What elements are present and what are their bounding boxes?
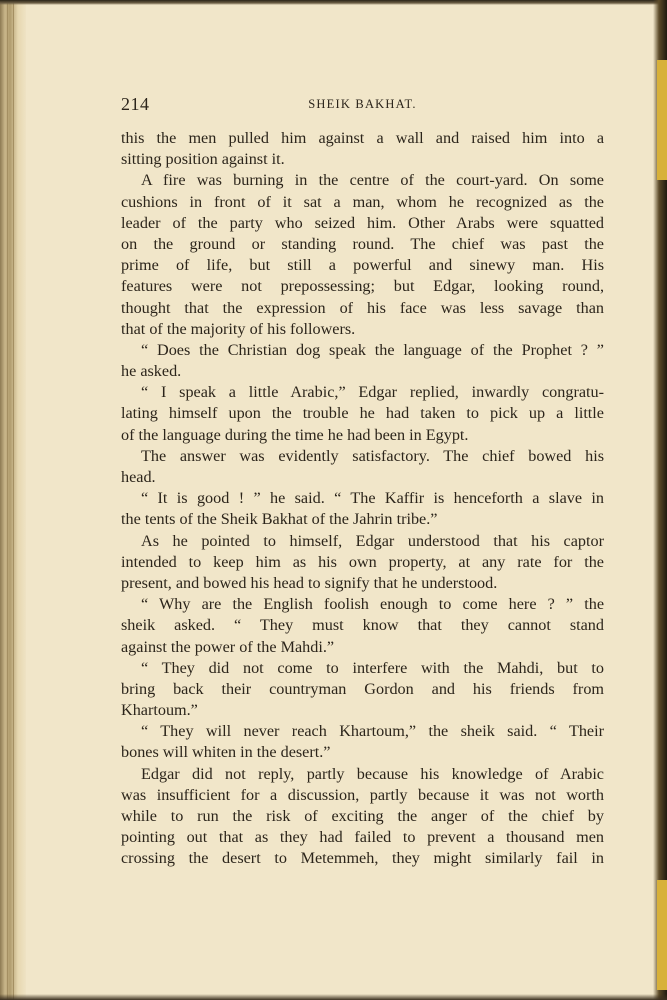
text-line: on the ground or standing round. The chief was past the — [121, 234, 604, 253]
text-line: “ It is good ! ” he said. “ The Kaffir is henceforth a slave in — [141, 489, 604, 508]
text-line: head. — [121, 468, 156, 486]
text-line: “ They did not come to interfere with the Mahdi, but to — [141, 658, 604, 677]
text-line: prime of life, but still a powerful and sinewy man. His — [121, 256, 604, 275]
text-line: Khartoum.” — [121, 701, 198, 720]
text-line: “ I speak a little Arabic,” Edgar replied, inwardly congratu- — [141, 383, 604, 402]
text-line: “ Why are the English foolish enough to come here ? ” the — [141, 595, 604, 614]
page-top-shadow — [0, 0, 667, 5]
gilt-edge-mark — [657, 60, 667, 180]
text-line: pointing out that as they had failed to prevent a thousand men — [121, 828, 604, 847]
text-line: was insufficient for a discussion, partly because it was not worth — [121, 785, 604, 804]
text-line: sitting position against it. — [121, 150, 285, 169]
text-line: of the language during the time he had been in Egypt. — [121, 425, 469, 444]
body-text — [121, 128, 604, 870]
text-line: sheik asked. “ They must know that they cannot stand — [121, 616, 604, 635]
text-line: against the power of the Mahdi.” — [121, 637, 335, 656]
page-bottom-edge — [0, 994, 667, 1000]
text-line: bring back their countryman Gordon and his friends from — [121, 679, 604, 698]
text-line: A fire was burning in the centre of the court-yard. On some — [141, 171, 604, 190]
text-line: The answer was evidently satisfactory. The chief bowed his — [141, 446, 604, 465]
text-line: cushions in front of it sat a man, whom he recognized as the — [121, 192, 604, 211]
text-line: bones will whiten in the desert.” — [121, 743, 331, 762]
text-line: “ They will never reach Khartoum,” the sheik said. “ Their — [141, 722, 604, 741]
page-number: 214 — [121, 94, 150, 114]
text-line: leader of the party who seized him. Other Arabs were squatted — [121, 213, 604, 232]
text-line: features were not prepossessing; but Edgar, looking round, — [121, 277, 604, 296]
gutter-line — [7, 0, 8, 1000]
text-line: this the men pulled him against a wall and raised him into a — [121, 129, 604, 147]
text-line: he asked. — [121, 362, 182, 381]
gilt-edge-mark — [657, 880, 667, 990]
text-line: thought that the expression of his face was less savage than — [121, 298, 604, 317]
text-line: As he pointed to himself, Edgar understood that his captor — [141, 531, 604, 550]
gutter-line — [13, 0, 14, 1000]
text-line: crossing the desert to Metemmeh, they might similarly fail in — [121, 849, 604, 868]
text-line: that of the majority of his followers. — [121, 319, 356, 338]
text-line: present, and bowed his head to signify that he understood. — [121, 573, 498, 592]
text-line: Edgar did not reply, partly because his knowledge of Arabic — [141, 764, 604, 783]
text-line: while to run the risk of exciting the anger of the chief by — [121, 807, 604, 825]
text-line: lating himself upon the trouble he had taken to pick up a little — [121, 404, 604, 423]
text-line: the tents of the Sheik Bakhat of the Jahrin tribe.” — [121, 510, 438, 529]
text-line: “ Does the Christian dog speak the language of the Prophet ? ” — [141, 340, 604, 359]
running-head: SHEIK BAKHAT. — [308, 97, 417, 111]
page-header — [121, 94, 604, 116]
text-line: intended to keep him as his own property, at any rate for the — [121, 552, 604, 571]
